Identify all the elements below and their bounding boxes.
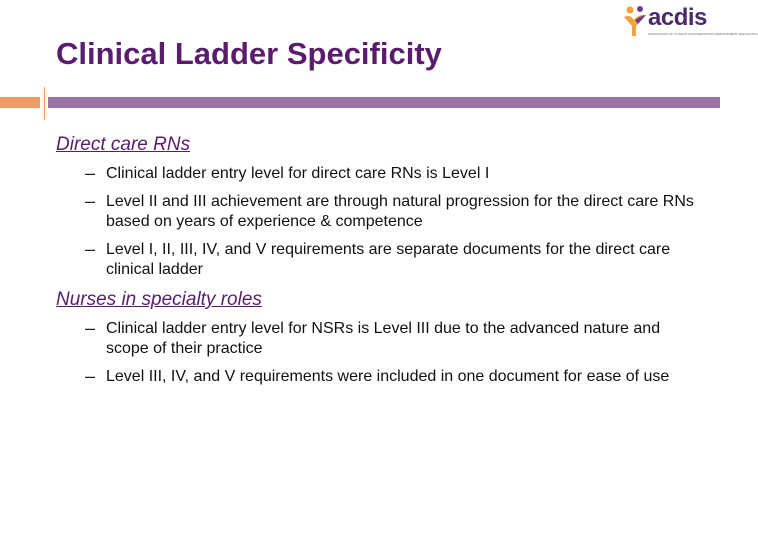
bullet-item <box>56 240 706 280</box>
section-heading: Direct care RNs <box>56 134 191 155</box>
logo-figure-icon <box>622 4 648 40</box>
bullet-item <box>56 192 706 232</box>
slide-title: Clinical Ladder Specificity <box>56 36 442 71</box>
bullet-list <box>56 319 706 387</box>
section-heading: Nurses in specialty roles <box>56 289 262 310</box>
accent-bar-orange <box>0 97 40 108</box>
acdis-logo <box>622 4 758 44</box>
bullet-text: Level II and III achievement are through natural progression for the direct care RNs based on years of experience & competence <box>106 193 694 230</box>
accent-bar-purple <box>48 97 720 108</box>
accent-divider <box>44 87 45 120</box>
bullet-text: Level III, IV, and V requirements were included in one document for ease of use <box>106 368 670 385</box>
logo-wordmark: acdis <box>648 4 707 31</box>
bullet-list <box>56 164 706 280</box>
dash-bullet-icon: – <box>85 191 96 211</box>
dash-bullet-icon: – <box>85 366 96 386</box>
logo-tagline: ASSOCIATION OF CLINICAL DOCUMENTATION IMPROVEMENT SPECIALISTS <box>648 32 758 36</box>
bullet-item <box>56 164 706 184</box>
bullet-text: Clinical ladder entry level for NSRs is Level III due to the advanced nature and scope of their practice <box>106 320 661 357</box>
dash-bullet-icon: – <box>85 239 96 259</box>
slide-body <box>56 133 706 395</box>
bullet-text: Level I, II, III, IV, and V requirements are separate documents for the direct care clinical ladder <box>106 241 671 278</box>
dash-bullet-icon: – <box>85 163 96 183</box>
dash-bullet-icon: – <box>85 318 96 338</box>
bullet-text: Clinical ladder entry level for direct care RNs is Level I <box>106 165 490 182</box>
bullet-item <box>56 367 706 387</box>
bullet-item <box>56 319 706 359</box>
